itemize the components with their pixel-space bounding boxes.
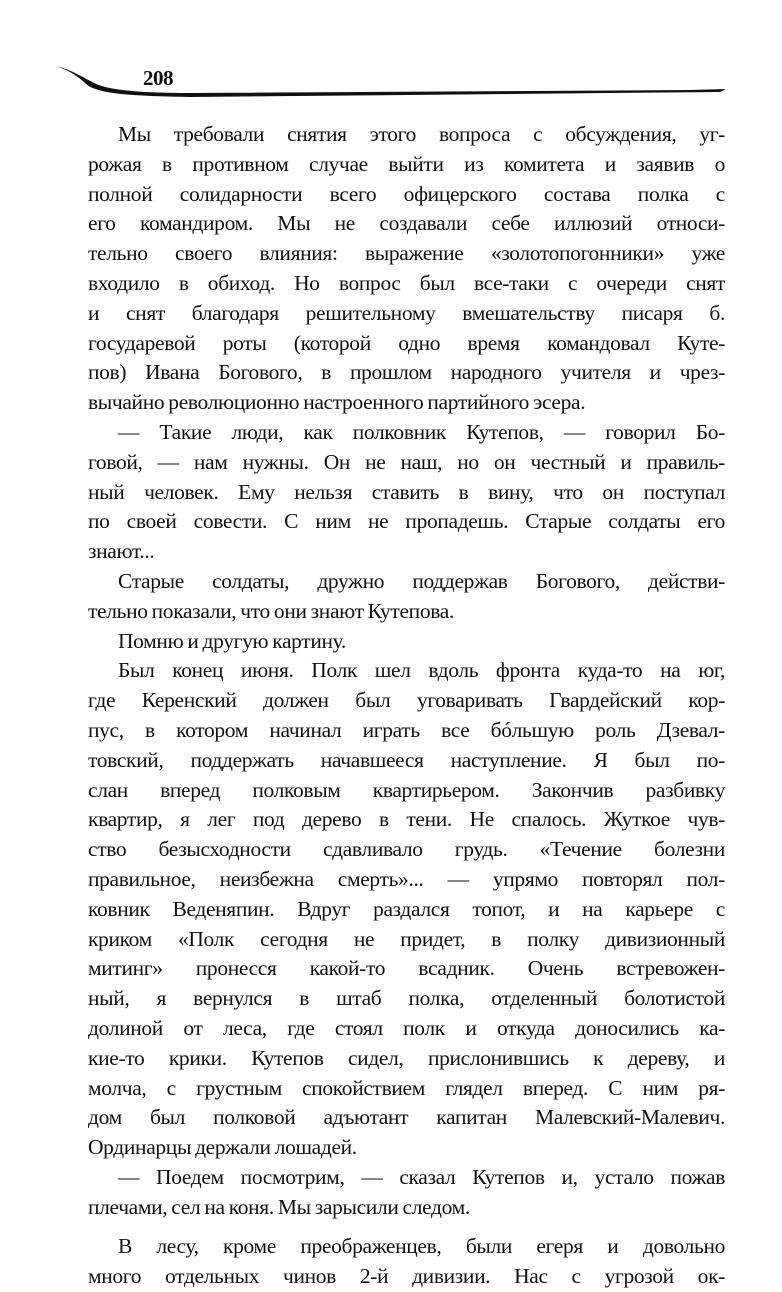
text-line: правильное, неизбежна смерть»... — упрямо повторял пол- xyxy=(88,866,725,891)
text-line: входило в обиход. Но вопрос был все-таки с очереди снят xyxy=(88,270,725,295)
text-line: Ординарцы держали лошадей. xyxy=(88,1135,357,1160)
text-line: и снят благодаря решительному вмешательству писаря б. xyxy=(88,300,725,325)
text-line: пус, в котором начинал играть все бóльшую роль Дзевал- xyxy=(88,717,725,742)
text-line: кие-то крики. Кутепов сидел, прислонившись к дереву, и xyxy=(88,1045,725,1070)
text-line: рожая в противном случае выйти из комитета и заявив о xyxy=(88,151,725,176)
text-line: ковник Веденяпин. Вдруг раздался топот, и на карьере с xyxy=(88,896,725,921)
text-line: В лесу, кроме преображенцев, были егеря и довольно xyxy=(118,1234,725,1259)
text-line: долиной от леса, где стоял полк и откуда доносились ка- xyxy=(88,1015,725,1040)
text-line: где Керенский должен был уговаривать Гвардейский кор- xyxy=(88,688,725,713)
text-line: его командиром. Мы не создавали себе иллюзий относи- xyxy=(88,211,725,236)
text-line: квартир, я лег под дерево в тени. Не спалось. Жуткое чув- xyxy=(88,807,725,832)
text-line: Был конец июня. Полк шел вдоль фронта куда-то на юг, xyxy=(118,658,725,683)
text-line: дом был полковой адъютант капитан Малевский-Малевич. xyxy=(88,1105,725,1130)
paragraph xyxy=(88,627,725,657)
text-line: ство безысходности сдавливало грудь. «Течение болезни xyxy=(88,837,725,862)
text-line: молча, с грустным спокойствием глядел вперед. С ним ря- xyxy=(88,1075,725,1100)
text-line: криком «Полк сегодня не придет, в полку дивизионный xyxy=(88,926,725,951)
paragraph xyxy=(88,1163,725,1223)
text-line: по своей совести. С ним не пропадешь. Старые солдаты его xyxy=(88,509,725,534)
page-body xyxy=(88,120,725,1292)
text-line: ный человек. Ему нельзя ставить в вину, что он поступал xyxy=(88,479,725,504)
page-number: 208 xyxy=(143,66,173,90)
text-line: Мы требовали снятия этого вопроса с обсуждения, уг- xyxy=(118,122,725,146)
text-line: государевой роты (которой одно время командовал Куте- xyxy=(88,330,725,355)
text-line: тельно своего влияния: выражение «золотопогонники» уже xyxy=(88,241,725,266)
text-line: знают... xyxy=(88,539,155,564)
text-line: Помню и другую картину. xyxy=(118,628,346,653)
paragraph xyxy=(88,1232,725,1292)
text-line: много отдельных чинов 2-й дивизии. Нас с угрозой ок- xyxy=(88,1264,725,1289)
text-line: — Поедем посмотрим, — сказал Кутепов и, устало пожав xyxy=(118,1164,725,1189)
paragraph xyxy=(88,567,725,627)
text-line: — Такие люди, как полковник Кутепов, — говорил Бо- xyxy=(118,419,725,444)
text-line: тельно показали, что они знают Кутепова. xyxy=(88,598,454,623)
paragraph xyxy=(88,120,725,418)
text-line: товский, поддержать начавшееся наступление. Я был по- xyxy=(88,747,725,772)
page-header xyxy=(0,0,782,110)
text-line: митинг» пронесся какой-то всадник. Очень встревожен- xyxy=(88,956,725,981)
text-line: говой, — нам нужны. Он не наш, но он честный и правиль- xyxy=(88,449,725,474)
text-line: слан вперед полковым квартирьером. Закончив разбивку xyxy=(88,777,725,802)
text-line: Старые солдаты, дружно поддержав Богового, действи- xyxy=(118,568,725,593)
text-line: пов) Ивана Богового, в прошлом народного учителя и чрез- xyxy=(88,360,725,385)
paragraph xyxy=(88,656,725,1163)
text-line: полной солидарности всего офицерского состава полка с xyxy=(88,181,725,206)
text-line: вычайно революционно настроенного партийного эсера. xyxy=(88,390,586,415)
text-line: ный, я вернулся в штаб полка, отделенный болотистой xyxy=(88,986,725,1011)
paragraph xyxy=(88,418,725,567)
text-line: плечами, сел на коня. Мы зарысили следом. xyxy=(88,1194,470,1219)
